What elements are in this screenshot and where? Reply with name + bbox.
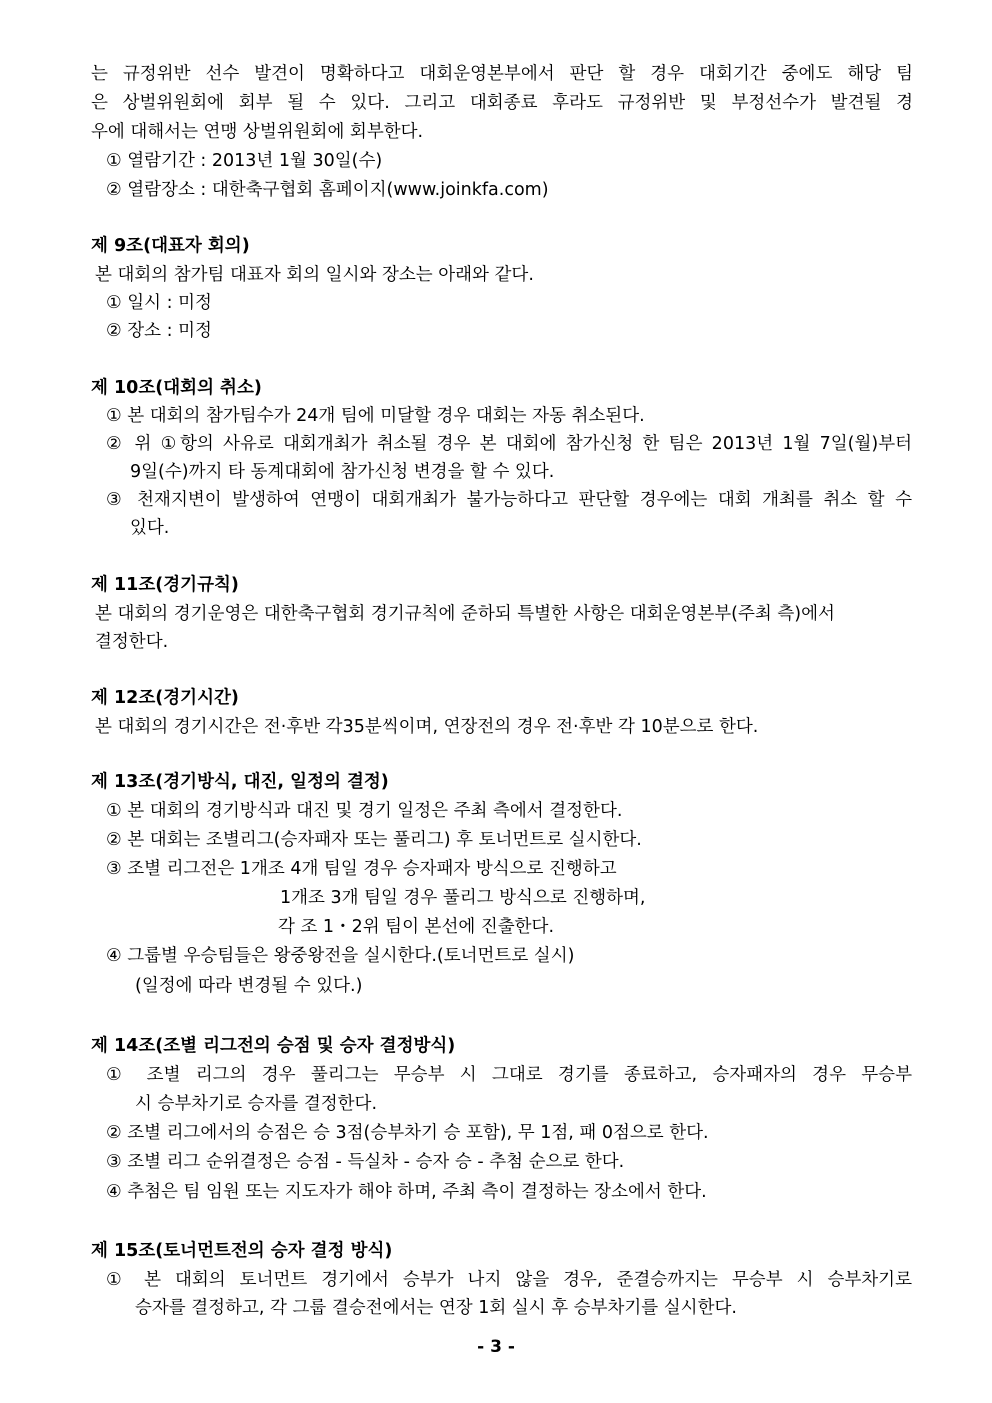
article-13-line-2: ② 본 대회는 조별리그(승자패자 또는 풀리그) 후 토너먼트로 실시한다. (106, 830, 642, 850)
article-14-line-3: ② 조별 리그에서의 승점은 승 3점(승부차기 승 포함), 무 1점, 패 0점으로 한다. (106, 1123, 709, 1143)
article-10-title: 제 10조(대회의 취소) (91, 378, 262, 398)
intro-line-3: 우에 대해서는 연맹 상벌위원회에 회부한다. (91, 122, 424, 142)
article-10-line-2: ② 위 ①항의 사유로 대회개최가 취소될 경우 본 대회에 참가신청 한 팀은 2013년 1월 7일(월)부터 (106, 434, 912, 454)
article-15-line-1: ① 본 대회의 토너먼트 경기에서 승부가 나지 않을 경우, 준결승까지는 무승부 시 승부차기로 (106, 1270, 912, 1290)
article-13-line-4: 1개조 3개 팀일 경우 풀리그 방식으로 진행하며, (280, 888, 646, 908)
article-15-title: 제 15조(토너먼트전의 승자 결정 방식) (91, 1241, 393, 1261)
article-13-line-6: ④ 그룹별 우승팀들은 왕중왕전을 실시한다.(토너먼트로 실시) (106, 946, 575, 966)
article-14-line-2: 시 승부차기로 승자를 결정한다. (135, 1094, 378, 1114)
article-15-line-2: 승자를 결정하고, 각 그룹 결승전에서는 연장 1회 실시 후 승부차기를 실시한다. (135, 1298, 737, 1318)
article-13-title: 제 13조(경기방식, 대진, 일정의 결정) (91, 772, 389, 792)
article-13-line-3: ③ 조별 리그전은 1개조 4개 팀일 경우 승자패자 방식으로 진행하고 (106, 859, 617, 879)
article-9-item-1: ① 일시 : 미정 (106, 293, 212, 313)
article-10-line-4: ③ 천재지변이 발생하여 연맹이 대회개최가 불가능하다고 판단할 경우에는 대회 개최를 취소 할 수 (106, 490, 912, 510)
article-13-line-5: 각 조 1・2위 팀이 본선에 진출한다. (278, 917, 555, 937)
article-13-line-1: ① 본 대회의 경기방식과 대진 및 경기 일정은 주최 측에서 결정한다. (106, 801, 623, 821)
intro-line-2: 은 상벌위원회에 회부 될 수 있다. 그리고 대회종료 후라도 규정위반 및 부정선수가 발견될 경 (91, 93, 913, 113)
article-9-body: 본 대회의 참가팀 대표자 회의 일시와 장소는 아래와 같다. (95, 265, 534, 285)
article-12-title: 제 12조(경기시간) (91, 688, 239, 708)
intro-item-2: ② 열람장소 : 대한축구협회 홈페이지(www.joinkfa.com) (106, 180, 549, 200)
article-11-title: 제 11조(경기규칙) (91, 575, 239, 595)
page-number: - 3 - (477, 1337, 515, 1357)
article-10-line-5: 있다. (130, 518, 170, 538)
article-14-line-1: ① 조별 리그의 경우 풀리그는 무승부 시 그대로 경기를 종료하고, 승자패자의 경우 무승부 (106, 1065, 912, 1085)
article-13-line-7: (일정에 따라 변경될 수 있다.) (135, 976, 363, 996)
article-14-title: 제 14조(조별 리그전의 승점 및 승자 결정방식) (91, 1036, 456, 1056)
intro-item-1: ① 열람기간 : 2013년 1월 30일(수) (106, 151, 383, 171)
article-10-line-3: 9일(수)까지 타 동계대회에 참가신청 변경을 할 수 있다. (130, 462, 555, 482)
article-12-body: 본 대회의 경기시간은 전·후반 각35분씩이며, 연장전의 경우 전·후반 각 10분으로 한다. (95, 717, 759, 737)
article-14-line-4: ③ 조별 리그 순위결정은 승점 - 득실차 - 승자 승 - 추첨 순으로 한다. (106, 1152, 625, 1172)
article-11-line-2: 결정한다. (95, 632, 169, 652)
article-11-line-1: 본 대회의 경기운영은 대한축구협회 경기규칙에 준하되 특별한 사항은 대회운영본부(주최 측)에서 (95, 604, 835, 624)
article-9-title: 제 9조(대표자 회의) (91, 236, 250, 256)
article-9-item-2: ② 장소 : 미정 (106, 321, 212, 341)
intro-line-1: 는 규정위반 선수 발견이 명확하다고 대회운영본부에서 판단 할 경우 대회기간 중에도 해당 팀 (91, 64, 913, 84)
article-10-line-1: ① 본 대회의 참가팀수가 24개 팀에 미달할 경우 대회는 자동 취소된다. (106, 406, 645, 426)
article-14-line-5: ④ 추첨은 팀 임원 또는 지도자가 해야 하며, 주최 측이 결정하는 장소에서 한다. (106, 1182, 707, 1202)
